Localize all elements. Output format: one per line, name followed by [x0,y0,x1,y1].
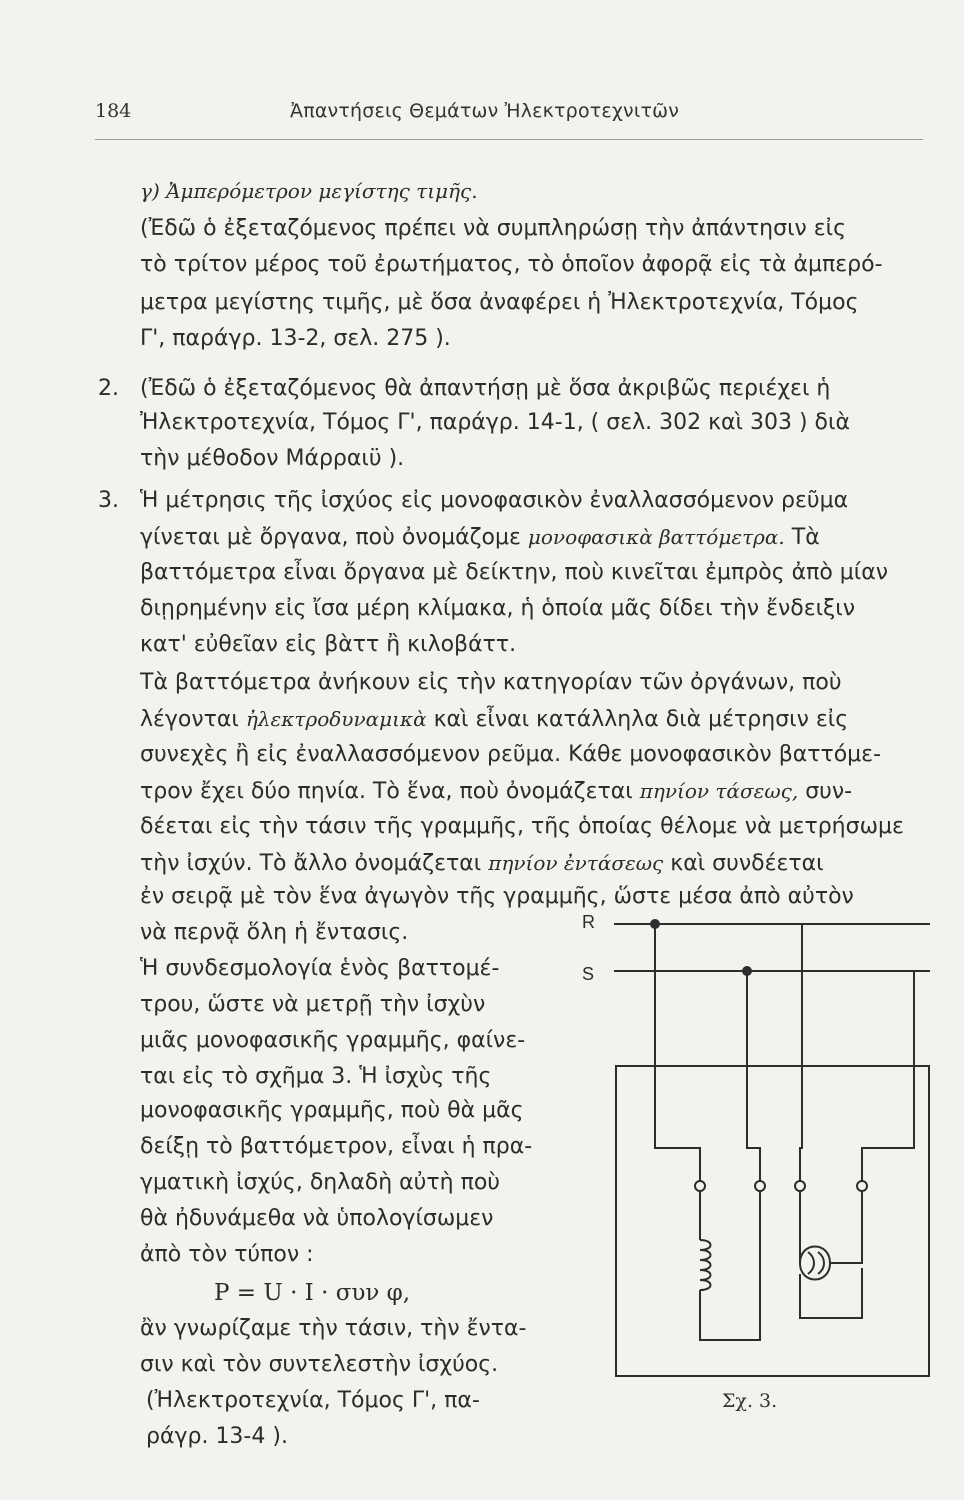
paragraph-line: νὰ περνᾷ ὅλη ἡ ἔντασις. [140,920,409,945]
paragraph-line: Τὰ βαττόμετρα ἀνήκουν εἰς τὴν κατηγορίαν τῶν ὀργάνων, ποὺ [140,670,842,695]
paragraph-line: Ἠλεκτροτεχνία, Τόμος Γ', παράγρ. 14-1, ( σελ. 302 καὶ 303 ) διὰ [140,410,850,435]
wattmeter-case [616,1066,929,1376]
figure-caption: Σχ. 3. [722,1390,778,1412]
paragraph-line: Ἡ μέτρησις τῆς ἰσχύος εἰς μονοφασικὸν ἐναλλασσόμενον ρεῦμα [140,488,849,513]
item-number: 2. [98,376,119,401]
paragraph-line: Γ', παράγρ. 13-2, σελ. 275 ). [140,326,451,351]
paragraph-line: δέεται εἰς τὴν τάσιν τῆς γραμμῆς, τῆς ὁποίας θέλομε νὰ μετρήσωμε [140,814,904,839]
wire [655,1066,700,1181]
wire [747,1066,760,1181]
paragraph-line: σιν καὶ τὸν συντελεστὴν ἰσχύος. [140,1352,499,1377]
wire [800,1066,802,1181]
reference-line: ράγρ. 13-4 ). [146,1424,288,1449]
text-run: λέγονται [140,707,246,732]
paragraph-line: ἂν γνωρίζαμε τὴν τάσιν, τὴν ἔντα- [140,1316,527,1341]
paragraph-line: τρου, ὥστε νὰ μετρῇ τὴν ἰσχὺν [140,992,486,1017]
text-run: τρον ἔχει δύο πηνία. Τὸ ἕνα, ποὺ ὀνομάζεται [140,779,640,804]
paragraph-line: βαττόμετρα εἶναι ὄργανα μὲ δείκτην, ποὺ κινεῖται ἐμπρὸς ἀπὸ μίαν [140,560,889,585]
page-number: 184 [95,100,132,122]
italic-term: ἠλεκτροδυναμικὰ [245,707,427,731]
paragraph-line [140,848,824,879]
terminal [755,1181,765,1191]
paragraph-line: μιᾶς μονοφασικῆς γραμμῆς, φαίνε- [140,1028,526,1053]
paragraph-line: ται εἰς τὸ σχῆμα 3. Ἡ ἰσχὺς τῆς [140,1064,492,1089]
line-r-label: R [582,912,595,932]
paragraph-line [140,704,848,735]
italic-term: πηνίον τάσεως, [639,779,799,803]
terminal [795,1181,805,1191]
paragraph-line: μετρα μεγίστης τιμῆς, μὲ ὅσα ἀναφέρει ἡ Ἠλεκτροτεχνία, Τόμος [140,290,859,315]
paragraph-line: γματικὴ ἰσχύς, δηλαδὴ αὐτὴ ποὺ [140,1170,501,1195]
power-formula: P = U · I · συν φ, [214,1280,411,1306]
paragraph-line: τὴν μέθοδον Μάρραιϋ ). [140,446,405,471]
wire [830,1191,862,1263]
wattmeter-circuit-diagram [572,908,932,1378]
paragraph-line: τὸ τρίτον μέρος τοῦ ἐρωτήματος, τὸ ὁποῖον ἀφορᾷ εἰς τὰ ἀμπερό- [140,252,883,277]
paragraph-line: μονοφασικῆς γραμμῆς, ποὺ θὰ μᾶς [140,1098,524,1123]
running-title: Ἀπαντήσεις Θεμάτων Ἠλεκτροτεχνιτῶν [290,100,680,122]
wire [700,1191,760,1340]
paragraph-line: θὰ ἠδυνάμεθα νὰ ὑπολογίσωμεν [140,1206,494,1231]
text-run: γίνεται μὲ ὄργανα, ποὺ ὀνομάζομε [140,525,528,550]
terminal [857,1181,867,1191]
item-number: 3. [98,488,119,513]
paragraph-line [140,522,820,553]
paragraph-line [140,776,852,807]
wire [800,1268,862,1318]
voltage-coil-symbol [800,1247,830,1280]
terminal [695,1181,705,1191]
italic-term: μονοφασικὰ βαττόμετρα. [527,525,785,549]
section-heading: γ) Ἀμπερόμετρον μεγίστης τιμῆς. [140,179,478,203]
paragraph-line: (Ἐδῶ ὁ ἐξεταζόμενος θὰ ἀπαντήσῃ μὲ ὅσα ἀκριβῶς περιέχει ἡ [140,376,831,401]
header-rule [95,139,923,140]
paragraph-line: συνεχὲς ἢ εἰς ἐναλλασσόμενον ρεῦμα. Κάθε μονοφασικὸν βαττόμε- [140,742,882,767]
wire [862,1066,914,1181]
text-run: Τὰ [784,525,820,550]
text-run: καὶ συνδέεται [663,851,824,876]
reference-line: (Ἠλεκτροτεχνία, Τόμος Γ', πα- [146,1388,480,1413]
paragraph-line: κατ' εὐθεῖαν εἰς βὰττ ἢ κιλοβάττ. [140,632,517,657]
paragraph-line: ἐν σειρᾷ μὲ τὸν ἕνα ἀγωγὸν τῆς γραμμῆς, ὥστε μέσα ἀπὸ αὐτὸν [140,884,854,909]
text-run: καὶ εἶναι κατάλληλα διὰ μέτρησιν εἰς [426,707,849,732]
text-run: τὴν ἰσχύν. Τὸ ἄλλο ὀνομάζεται [140,851,489,876]
paragraph-line: διῃρημένην εἰς ἴσα μέρη κλίμακα, ἡ ὁποία μᾶς δίδει τὴν ἔνδειξιν [140,596,856,621]
italic-term: πηνίον ἐντάσεως [488,851,664,875]
paragraph-line: δείξῃ τὸ βαττόμετρον, εἶναι ἡ πρα- [140,1134,533,1159]
text-run: συν- [798,779,853,804]
paragraph-line: Ἡ συνδεσμολογία ἑνὸς βαττομέ- [140,956,500,981]
line-s-label: S [582,964,595,984]
paragraph-line: ἀπὸ τὸν τύπον : [140,1242,314,1267]
paragraph-line: (Ἐδῶ ὁ ἐξεταζόμενος πρέπει νὰ συμπληρώσῃ τὴν ἀπάντησιν εἰς [140,216,847,241]
current-coil-symbol [700,1240,711,1290]
